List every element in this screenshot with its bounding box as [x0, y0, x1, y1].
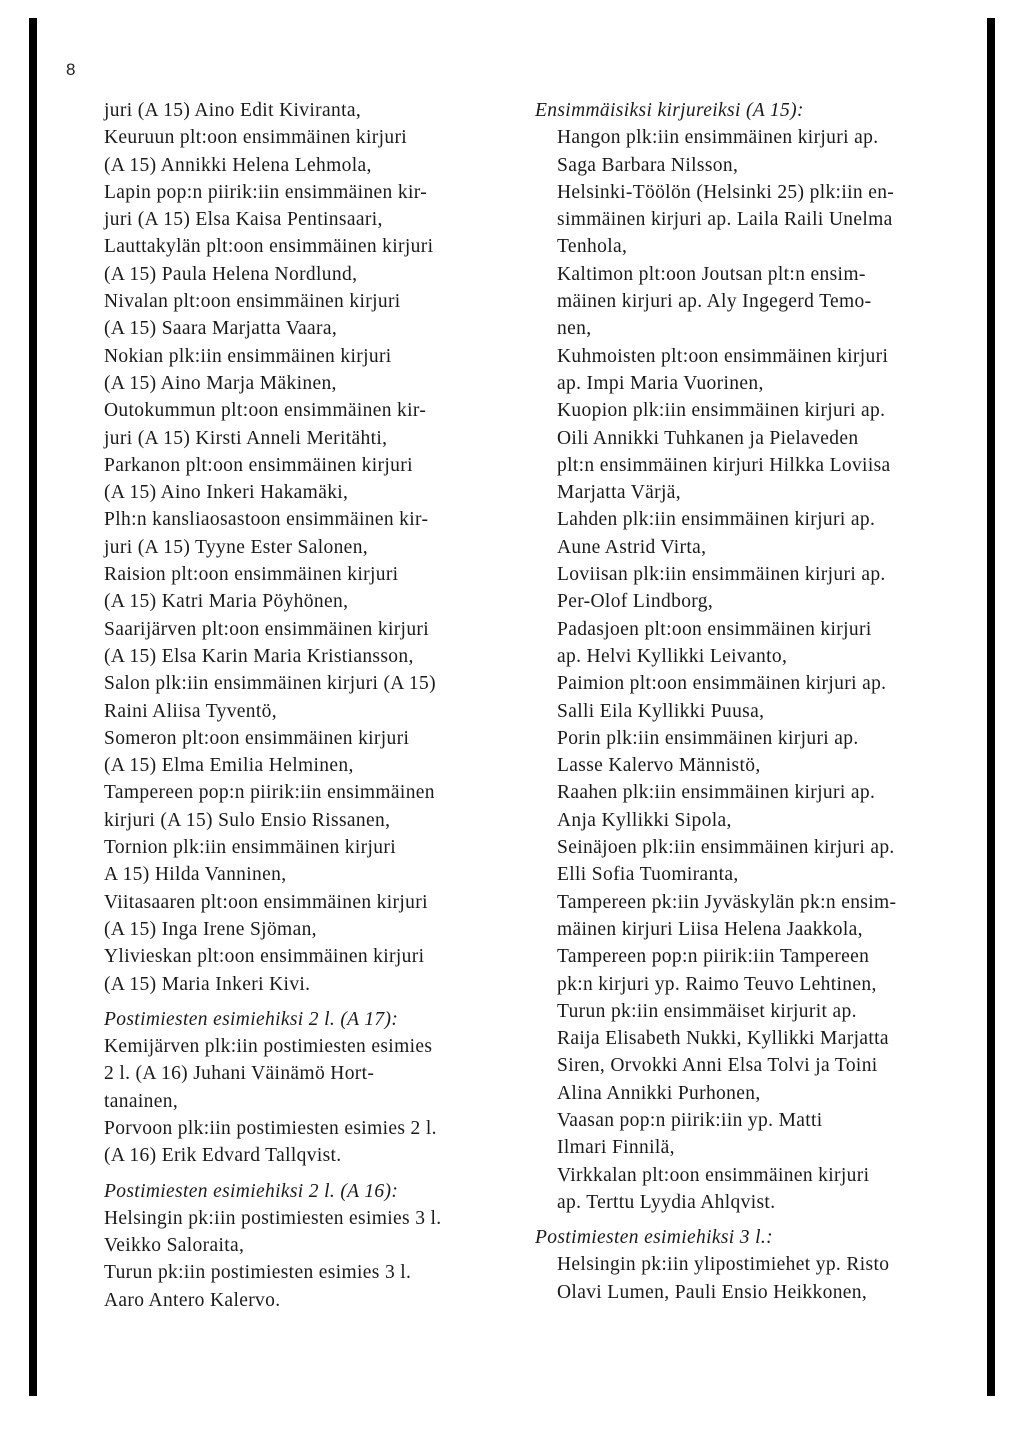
text-line: Outokummun plt:oon ensimmäinen kir-	[104, 400, 427, 422]
section-heading: Postimiesten esimiehiksi 3 l.:	[535, 1227, 773, 1249]
section-heading: Ensimmäisiksi kirjureiksi (A 15):	[535, 100, 804, 121]
text-line: Padasjoen plt:oon ensimmäinen kirjuri	[557, 618, 872, 640]
text-line: juri (A 15) Aino Edit Kiviranta,	[104, 100, 362, 121]
text-line: (A 15) Elma Emilia Helminen,	[104, 755, 354, 777]
text-line: (A 15) Elsa Karin Maria Kristiansson,	[104, 645, 414, 667]
right-text-column	[535, 97, 955, 1306]
text-line: Lasse Kalervo Männistö,	[557, 755, 761, 777]
text-line: Tenhola,	[557, 236, 628, 258]
text-line: Siren, Orvokki Anni Elsa Tolvi ja Toini	[557, 1055, 878, 1077]
text-line: Porin plk:iin ensimmäinen kirjuri ap.	[557, 727, 859, 749]
text-line: Veikko Saloraita,	[104, 1235, 245, 1257]
text-line: Vaasan pop:n piirik:iin yp. Matti	[557, 1109, 823, 1131]
text-line: Parkanon plt:oon ensimmäinen kirjuri	[104, 454, 413, 476]
text-line: A 15) Hilda Vanninen,	[104, 864, 287, 886]
text-line: Tampereen pk:iin Jyväskylän pk:n ensim-	[557, 891, 897, 913]
section-heading: Postimiesten esimiehiksi 2 l. (A 16):	[104, 1180, 399, 1202]
text-line: Tampereen pop:n piirik:iin ensimmäinen	[104, 782, 435, 804]
text-line: Lauttakylän plt:oon ensimmäinen kirjuri	[104, 236, 434, 258]
text-line: Raahen plk:iin ensimmäinen kirjuri ap.	[557, 782, 876, 804]
text-line: Someron plt:oon ensimmäinen kirjuri	[104, 727, 410, 749]
text-line: Oili Annikki Tuhkanen ja Pielaveden	[557, 427, 859, 449]
text-line: Olavi Lumen, Pauli Ensio Heikkonen,	[557, 1281, 868, 1303]
text-line: (A 15) Aino Marja Mäkinen,	[104, 372, 337, 394]
text-line: Raini Aliisa Tyventö,	[104, 700, 277, 722]
text-line: simmäinen kirjuri ap. Laila Raili Unelma	[557, 209, 893, 231]
text-line: (A 15) Inga Irene Sjöman,	[104, 918, 317, 940]
text-line: Elli Sofia Tuomiranta,	[557, 864, 739, 886]
text-line: mäinen kirjuri Liisa Helena Jaakkola,	[557, 918, 863, 940]
text-line: kirjuri (A 15) Sulo Ensio Rissanen,	[104, 809, 391, 831]
text-line: (A 15) Saara Marjatta Vaara,	[104, 318, 338, 340]
text-line: 2 l. (A 16) Juhani Väinämö Hort-	[104, 1063, 375, 1085]
text-line: Ylivieskan plt:oon ensimmäinen kirjuri	[104, 946, 425, 968]
text-line: Keuruun plt:oon ensimmäinen kirjuri	[104, 127, 408, 149]
scan-edge-left	[29, 18, 37, 1396]
text-line: Marjatta Värjä,	[557, 482, 682, 504]
section-heading: Postimiesten esimiehiksi 2 l. (A 17):	[104, 1008, 399, 1030]
text-line: Per-Olof Lindborg,	[557, 591, 714, 613]
text-line: Aaro Antero Kalervo.	[104, 1289, 281, 1311]
text-line: Kaltimon plt:oon Joutsan plt:n ensim-	[557, 263, 866, 285]
text-line: Kuopion plk:iin ensimmäinen kirjuri ap.	[557, 400, 886, 422]
text-line: juri (A 15) Tyyne Ester Salonen,	[104, 536, 369, 558]
text-line: (A 15) Aino Inkeri Hakamäki,	[104, 482, 349, 504]
text-line: Kuhmoisten plt:oon ensimmäinen kirjuri	[557, 345, 889, 367]
text-line: Raija Elisabeth Nukki, Kyllikki Marjatta	[557, 1028, 889, 1050]
text-line: Tampereen pop:n piirik:iin Tampereen	[557, 946, 870, 968]
text-line: ap. Impi Maria Vuorinen,	[557, 372, 764, 394]
text-line: Nivalan plt:oon ensimmäinen kirjuri	[104, 291, 401, 313]
text-line: Nokian plk:iin ensimmäinen kirjuri	[104, 345, 392, 367]
text-line: Salon plk:iin ensimmäinen kirjuri (A 15)	[104, 673, 436, 695]
text-line: Helsingin pk:iin postimiesten esimies 3 l.	[104, 1207, 442, 1229]
text-line: Hangon plk:iin ensimmäinen kirjuri ap.	[557, 127, 879, 149]
text-line: juri (A 15) Elsa Kaisa Pentinsaari,	[104, 209, 383, 231]
text-line: Saga Barbara Nilsson,	[557, 154, 739, 176]
text-line: Helsinki-Töölön (Helsinki 25) plk:iin en-	[557, 181, 895, 203]
text-line: (A 15) Annikki Helena Lehmola,	[104, 154, 372, 176]
text-line: Helsingin pk:iin ylipostimiehet yp. Risto	[557, 1254, 890, 1276]
text-line: Plh:n kansliaosastoon ensimmäinen kir-	[104, 509, 429, 531]
text-line: tanainen,	[104, 1090, 179, 1112]
left-text-column	[104, 97, 502, 1314]
text-line: Porvoon plk:iin postimiesten esimies 2 l.	[104, 1117, 437, 1139]
text-line: Lapin pop:n piirik:iin ensimmäinen kir-	[104, 181, 428, 203]
text-line: (A 16) Erik Edvard Tallqvist.	[104, 1145, 342, 1167]
text-line: Virkkalan plt:oon ensimmäinen kirjuri	[557, 1164, 870, 1186]
text-line: Ilmari Finnilä,	[557, 1137, 675, 1159]
text-line: ap. Helvi Kyllikki Leivanto,	[557, 645, 788, 667]
text-line: ap. Terttu Lyydia Ahlqvist.	[557, 1191, 776, 1213]
text-line: Aune Astrid Virta,	[557, 536, 707, 558]
text-line: Anja Kyllikki Sipola,	[557, 809, 732, 831]
text-line: Kemijärven plk:iin postimiesten esimies	[104, 1036, 433, 1058]
text-line: Alina Annikki Purhonen,	[557, 1082, 761, 1104]
text-line: Tornion plk:iin ensimmäinen kirjuri	[104, 837, 396, 859]
text-line: nen,	[557, 318, 592, 340]
text-line: Turun pk:iin postimiesten esimies 3 l.	[104, 1262, 412, 1284]
text-line: Lahden plk:iin ensimmäinen kirjuri ap.	[557, 509, 876, 531]
text-line: pk:n kirjuri yp. Raimo Teuvo Lehtinen,	[557, 973, 877, 995]
text-line: Saarijärven plt:oon ensimmäinen kirjuri	[104, 618, 430, 640]
text-line: Salli Eila Kyllikki Puusa,	[557, 700, 765, 722]
text-line: juri (A 15) Kirsti Anneli Meritähti,	[104, 427, 388, 449]
text-line: Turun pk:iin ensimmäiset kirjurit ap.	[557, 1000, 857, 1022]
text-line: Raision plt:oon ensimmäinen kirjuri	[104, 564, 399, 586]
text-line: Seinäjoen plk:iin ensimmäinen kirjuri ap.	[557, 837, 895, 859]
scan-edge-right	[987, 18, 995, 1396]
text-line: (A 15) Katri Maria Pöyhönen,	[104, 591, 349, 613]
page-number: 8	[66, 60, 76, 79]
text-line: (A 15) Paula Helena Nordlund,	[104, 263, 358, 285]
text-line: Loviisan plk:iin ensimmäinen kirjuri ap.	[557, 564, 886, 586]
text-line: Viitasaaren plt:oon ensimmäinen kirjuri	[104, 891, 428, 913]
text-line: plt:n ensimmäinen kirjuri Hilkka Loviisa	[557, 454, 891, 476]
text-line: mäinen kirjuri ap. Aly Ingegerd Temo-	[557, 291, 872, 313]
text-line: Paimion plt:oon ensimmäinen kirjuri ap.	[557, 673, 887, 695]
text-line: (A 15) Maria Inkeri Kivi.	[104, 973, 311, 995]
